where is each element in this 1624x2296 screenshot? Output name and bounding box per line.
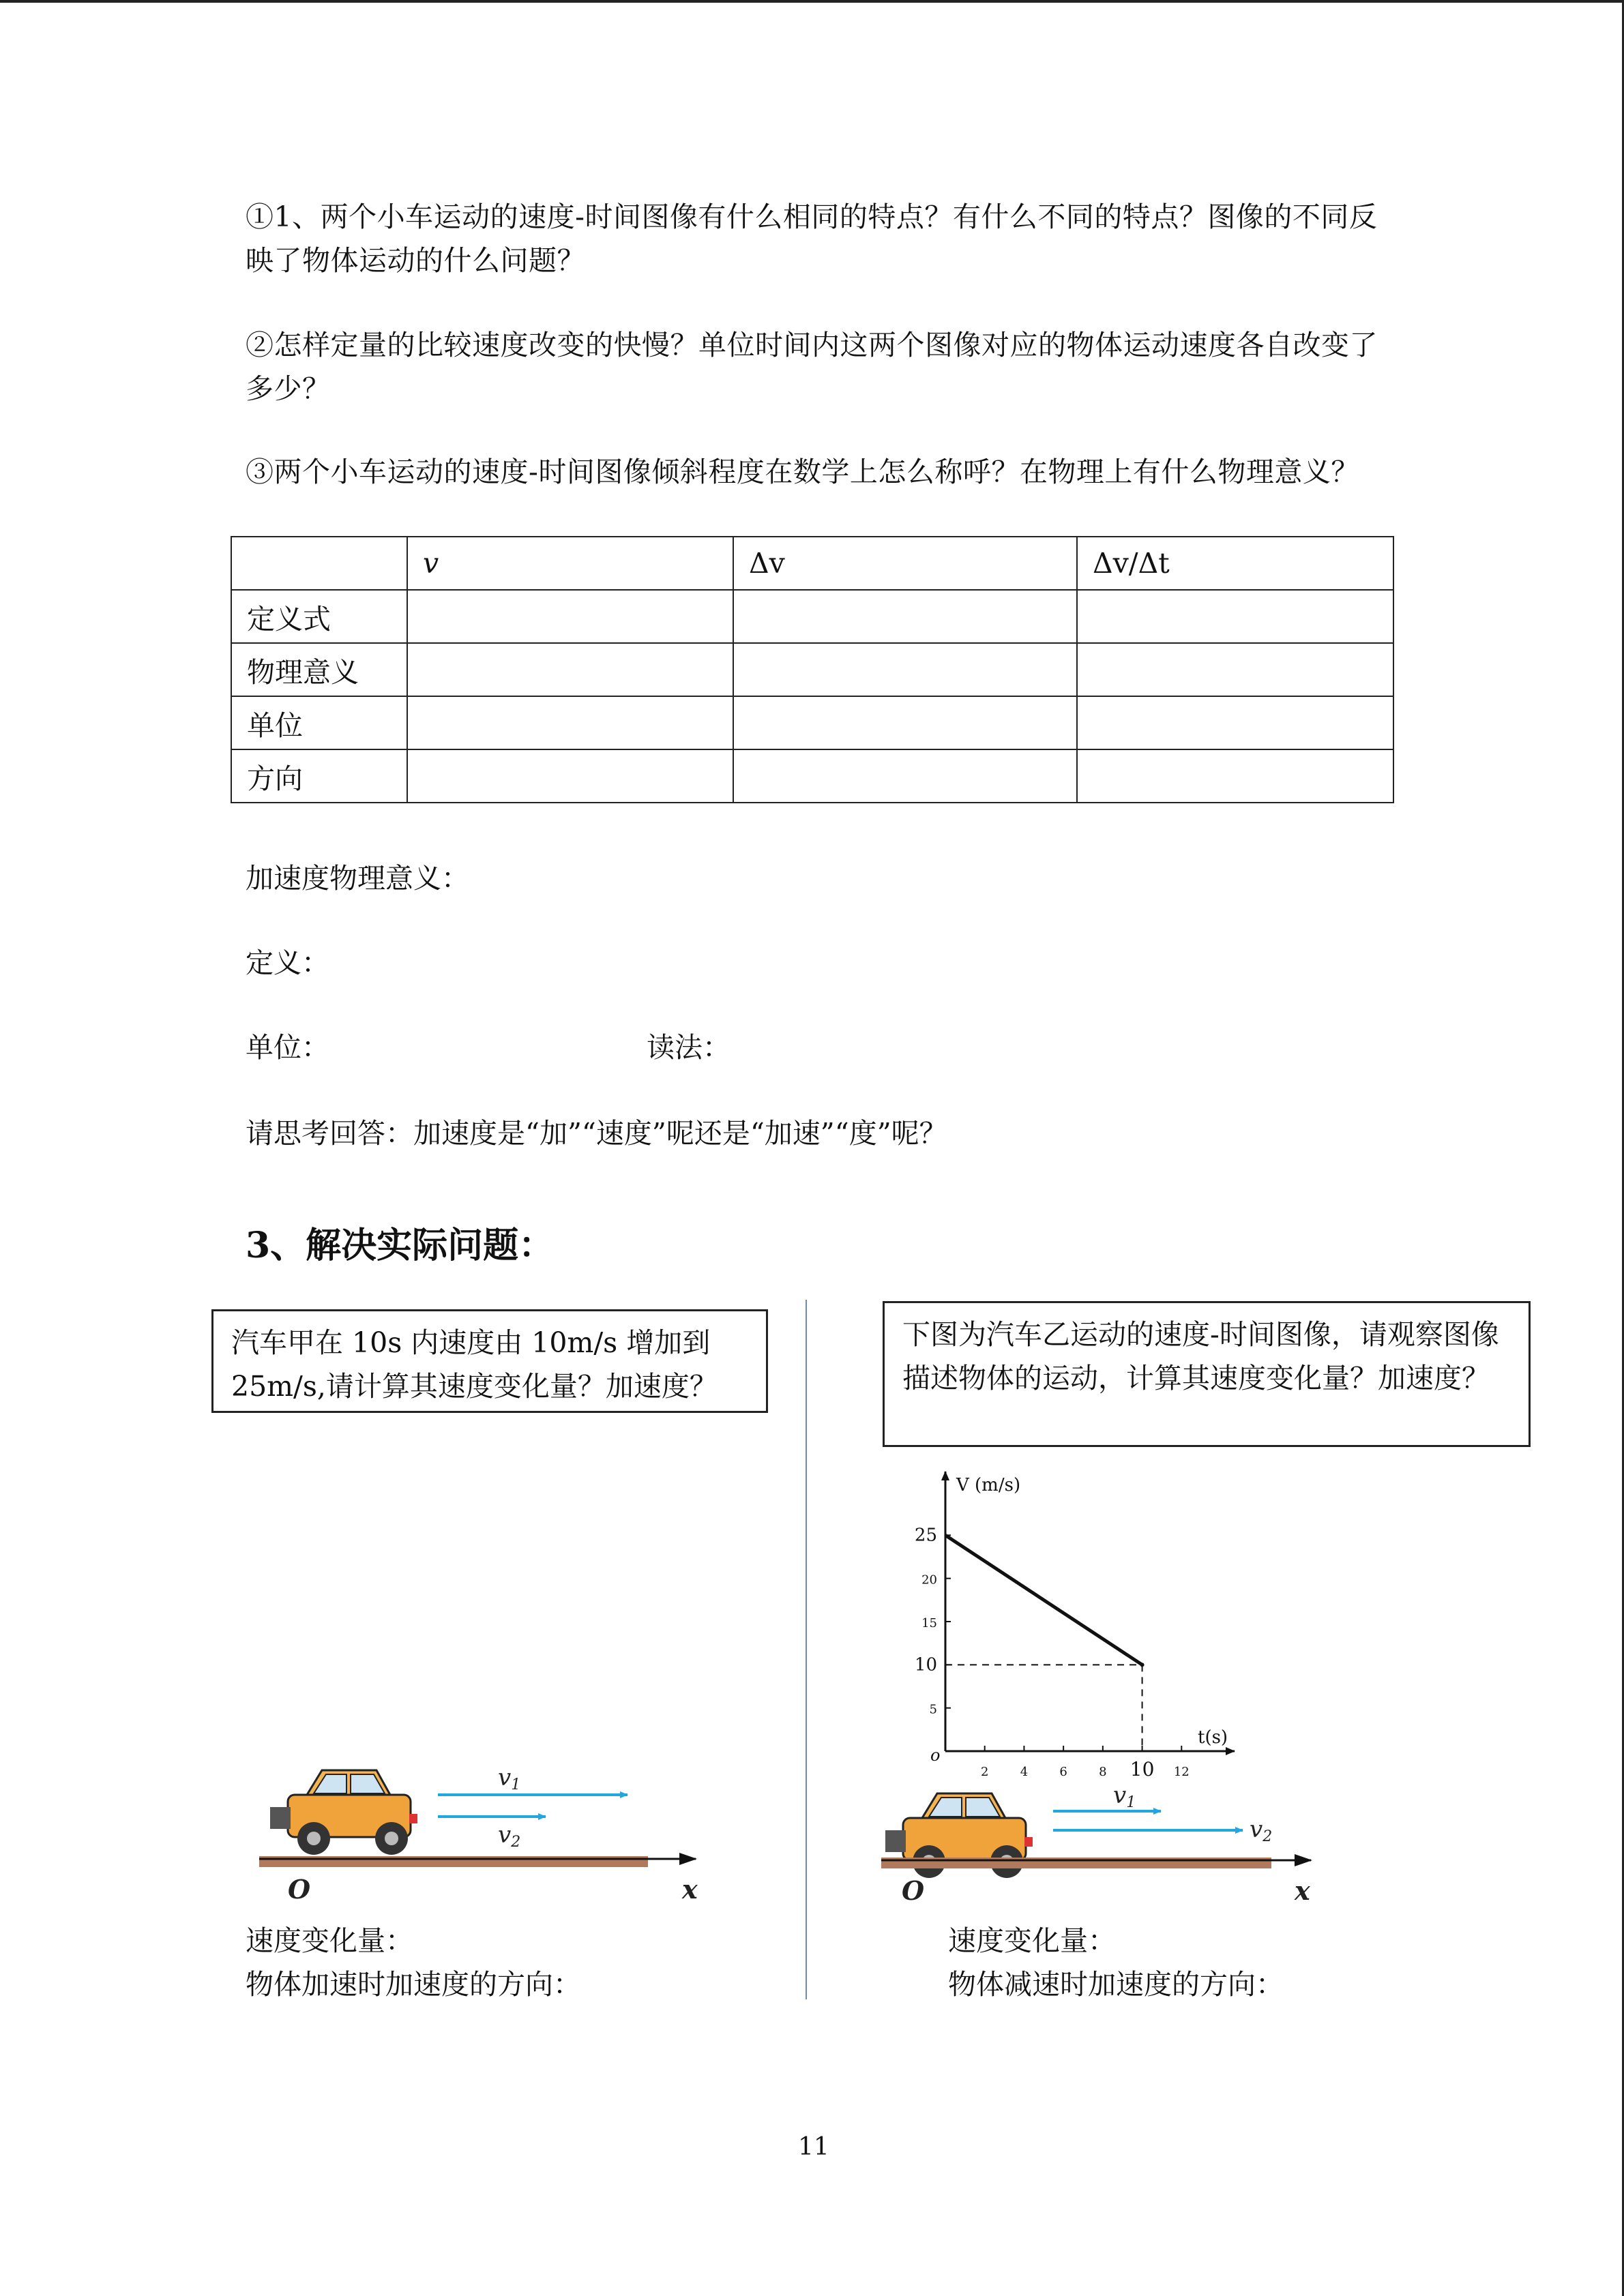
road [881, 1858, 1271, 1868]
table-cell[interactable] [733, 643, 1077, 696]
series-line [945, 1535, 1142, 1665]
v1-label: v1 [498, 1764, 521, 1793]
direction-label-left: 物体加速时加速度的方向： [246, 1968, 581, 2001]
table-row [231, 590, 1393, 643]
table-cell[interactable] [1077, 643, 1393, 696]
direction-label-right: 物体减速时加速度的方向： [948, 1968, 1284, 2001]
unit-label: 单位： [246, 1031, 329, 1064]
page-number: 11 [798, 2133, 829, 2161]
x-tick-label: 6 [1059, 1765, 1067, 1779]
road [259, 1856, 648, 1867]
table-cell[interactable] [407, 749, 733, 803]
table-cell[interactable] [733, 590, 1077, 643]
origin-label: O [288, 1874, 311, 1905]
car-icon [270, 1770, 417, 1855]
x-tick-label: 8 [1099, 1765, 1107, 1779]
x-axis-label: x [1295, 1875, 1310, 1906]
table-row [231, 749, 1393, 803]
table-row-label: 方向 [231, 749, 407, 803]
header-delta-v: Δv [749, 547, 785, 580]
y-tick-label: 25 [914, 1525, 937, 1546]
table-cell[interactable] [1077, 749, 1393, 803]
y-tick-label: 20 [921, 1572, 937, 1587]
table-cell[interactable] [407, 643, 733, 696]
car-scene-right [861, 1783, 1325, 1939]
table-cell[interactable] [733, 749, 1077, 803]
reading-label: 读法： [647, 1031, 730, 1064]
y-tick-label: 10 [914, 1654, 937, 1675]
table-cell[interactable] [1077, 696, 1393, 749]
column-divider [806, 1300, 807, 1999]
x-tick-label: 4 [1020, 1765, 1029, 1779]
problem-box-left: 汽车甲在 10s 内速度由 10m/s 增加到 25m/s,请计算其速度变化量？加速度？ [211, 1309, 768, 1413]
table-cell[interactable] [733, 696, 1077, 749]
origin-label: O [902, 1875, 925, 1906]
data-point [1140, 1663, 1145, 1667]
v1-label: v1 [1113, 1782, 1136, 1811]
origin-label: o [930, 1746, 941, 1765]
y-axis-label: V (m/s) [956, 1475, 1021, 1495]
table-header-row [231, 537, 1393, 590]
x-axis-label: t(s) [1198, 1727, 1228, 1748]
table-row-label: 物理意义 [231, 643, 407, 696]
table-row-label: 单位 [231, 696, 407, 749]
section-title: 3、解决实际问题： [246, 1225, 555, 1266]
table-header-cell [231, 537, 407, 590]
x-tick-label: 10 [1130, 1758, 1155, 1780]
change-label-left: 速度变化量： [246, 1924, 413, 1957]
accel-meaning-label: 加速度物理意义： [246, 862, 469, 895]
x-tick-label: 12 [1173, 1765, 1190, 1779]
table-header-cell: Δv/Δt [1077, 537, 1393, 590]
table-row-label: 定义式 [231, 590, 407, 643]
table-cell[interactable] [407, 590, 733, 643]
question-1: ①1、两个小车运动的速度-时间图像有什么相同的特点？有什么不同的特点？图像的不同反映了物体运动的什么问题？ [246, 200, 1378, 277]
change-label-right: 速度变化量： [948, 1924, 1116, 1957]
think-question: 请思考回答：加速度是“加”“速度”呢还是“加速”“度”呢？ [246, 1117, 947, 1150]
v2-label: v2 [1250, 1816, 1273, 1845]
question-2: ②怎样定量的比较速度改变的快慢？单位时间内这两个图像对应的物体运动速度各自改变了多少？ [246, 329, 1378, 405]
defs [0, 0, 1, 1]
v2-label: v2 [498, 1821, 521, 1851]
table-row [231, 696, 1393, 749]
table-row [231, 643, 1393, 696]
comparison-table [231, 536, 1394, 803]
page-top-border [0, 0, 1622, 3]
y-tick-label: 15 [921, 1616, 937, 1630]
question-3: ③两个小车运动的速度-时间图像倾斜程度在数学上怎么称呼？在物理上有什么物理意义？ [246, 456, 1359, 488]
problem-box-right: 下图为汽车乙运动的速度-时间图像，请观察图像描述物体的运动，计算其速度变化量？加速度？ [883, 1301, 1531, 1447]
table-header-cell [733, 537, 1077, 590]
x-axis-label: x [682, 1874, 698, 1905]
y-tick-label: 5 [929, 1702, 937, 1717]
x-tick-label: 2 [980, 1765, 989, 1779]
car-scene-left [246, 1759, 709, 1916]
definition-label: 定义： [246, 946, 329, 979]
velocity-time-chart [880, 1461, 1262, 1788]
table-header-cell: v [407, 537, 733, 590]
table-cell[interactable] [1077, 590, 1393, 643]
table-cell[interactable] [407, 696, 733, 749]
